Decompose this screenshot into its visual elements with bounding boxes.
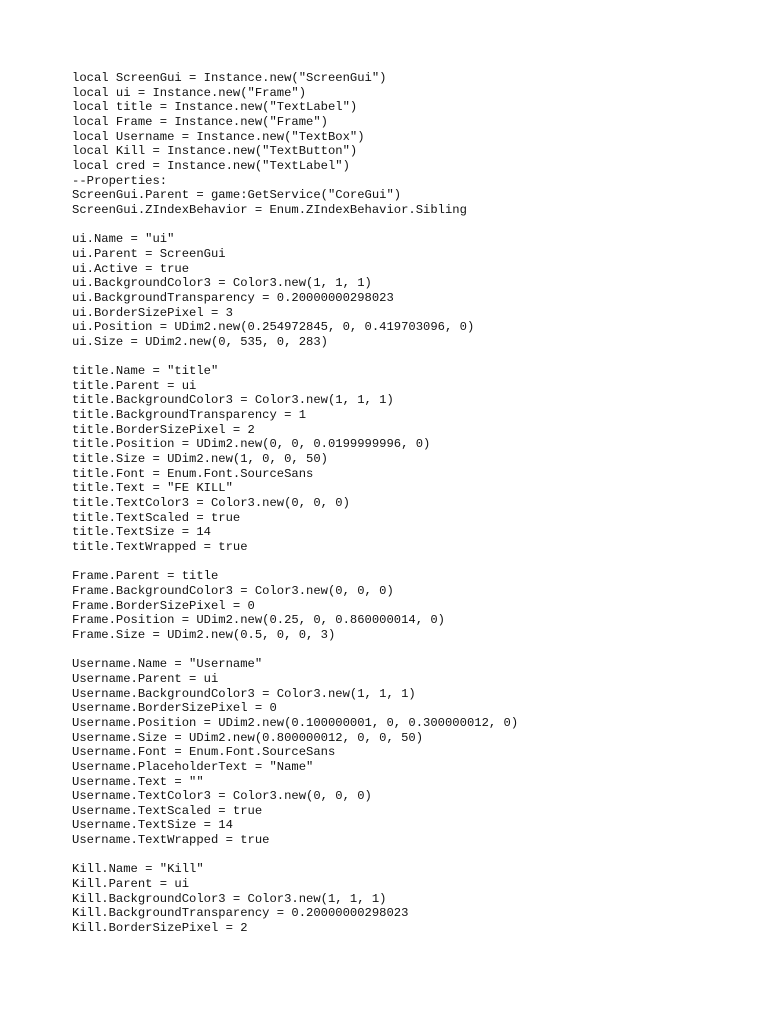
- code-line: Kill.Parent = ui: [72, 877, 190, 892]
- code-line: title.TextWrapped = true: [72, 540, 248, 554]
- code-line: Kill.BackgroundColor3 = Color3.new(1, 1, 1): [72, 891, 387, 906]
- code-line: local Username = Instance.new("TextBox"): [72, 129, 365, 144]
- code-line: ui.Position = UDim2.new(0.254972845, 0, 0.419703096, 0): [72, 320, 475, 335]
- code-line: ScreenGui.ZIndexBehavior = Enum.ZIndexBehavior.Sibling: [72, 202, 467, 217]
- blank-line: [72, 555, 752, 570]
- code-line: Username.Parent = ui: [72, 671, 219, 686]
- code-line: title.Position = UDim2.new(0, 0, 0.0199999996, 0): [72, 437, 431, 452]
- code-line: local title = Instance.new("TextLabel"): [72, 100, 358, 115]
- code-line: Frame.Parent = title: [72, 569, 219, 584]
- code-line: ui.Parent = ScreenGui: [72, 246, 226, 261]
- code-line: Frame.BorderSizePixel = 0: [72, 598, 255, 613]
- code-line: Username.Name = "Username": [72, 657, 263, 672]
- code-line: Username.TextScaled = true: [72, 803, 263, 818]
- code-line: Username.Font = Enum.Font.SourceSans: [72, 745, 336, 760]
- code-line: title.BackgroundColor3 = Color3.new(1, 1, 1): [72, 393, 394, 408]
- code-line: Frame.Size = UDim2.new(0.5, 0, 0, 3): [72, 627, 336, 642]
- blank-line: [72, 643, 752, 658]
- code-line: ui.BackgroundTransparency = 0.20000000298023: [72, 290, 394, 305]
- code-line: Frame.Position = UDim2.new(0.25, 0, 0.860000014, 0): [72, 613, 445, 628]
- code-line: Kill.Name = "Kill": [72, 862, 204, 877]
- code-line: --Properties:: [72, 173, 168, 188]
- code-line: Kill.BackgroundTransparency = 0.20000000298023: [72, 906, 409, 921]
- code-line: Username.TextSize = 14: [72, 818, 233, 833]
- code-line: title.BackgroundTransparency = 1: [72, 408, 307, 423]
- code-line: title.Size = UDim2.new(1, 0, 0, 50): [72, 452, 328, 467]
- code-line: local cred = Instance.new("TextLabel"): [72, 158, 350, 173]
- code-line: Username.PlaceholderText = "Name": [72, 759, 314, 774]
- code-line: ScreenGui.Parent = game:GetService("CoreGui"): [72, 188, 402, 203]
- code-line: ui.BackgroundColor3 = Color3.new(1, 1, 1): [72, 276, 372, 291]
- code-line: title.Parent = ui: [72, 378, 197, 393]
- code-line: Kill.BorderSizePixel = 2: [72, 921, 248, 936]
- code-block: [72, 71, 752, 936]
- code-line: local ui = Instance.new("Frame"): [72, 85, 307, 100]
- code-line: ui.Name = "ui": [72, 232, 175, 247]
- code-line: local Frame = Instance.new("Frame"): [72, 114, 328, 129]
- code-line: Username.BorderSizePixel = 0: [72, 701, 277, 716]
- code-line: ui.BorderSizePixel = 3: [72, 305, 233, 320]
- code-line: Username.TextWrapped = true: [72, 833, 270, 848]
- code-line: Username.Text = "": [72, 774, 204, 789]
- code-line: Username.TextColor3 = Color3.new(0, 0, 0): [72, 789, 372, 804]
- code-line: Username.Size = UDim2.new(0.800000012, 0, 0, 50): [72, 730, 424, 745]
- code-line: local Kill = Instance.new("TextButton"): [72, 144, 358, 159]
- blank-line: [72, 848, 752, 863]
- code-line: local ScreenGui = Instance.new("ScreenGui"): [72, 71, 387, 85]
- code-line: Frame.BackgroundColor3 = Color3.new(0, 0, 0): [72, 583, 394, 598]
- code-line: ui.Active = true: [72, 261, 190, 276]
- code-line: Username.BackgroundColor3 = Color3.new(1, 1, 1): [72, 686, 416, 701]
- code-line: Username.Position = UDim2.new(0.100000001, 0, 0.300000012, 0): [72, 715, 519, 730]
- blank-line: [72, 218, 752, 233]
- blank-line: [72, 349, 752, 364]
- code-line: ui.Size = UDim2.new(0, 535, 0, 283): [72, 334, 328, 349]
- code-line: title.BorderSizePixel = 2: [72, 422, 255, 437]
- code-line: title.Text = "FE KILL": [72, 481, 233, 496]
- code-line: title.Font = Enum.Font.SourceSans: [72, 466, 314, 481]
- code-line: title.TextColor3 = Color3.new(0, 0, 0): [72, 496, 350, 511]
- code-line: title.TextScaled = true: [72, 510, 241, 525]
- code-line: title.Name = "title": [72, 364, 219, 379]
- code-line: title.TextSize = 14: [72, 525, 211, 540]
